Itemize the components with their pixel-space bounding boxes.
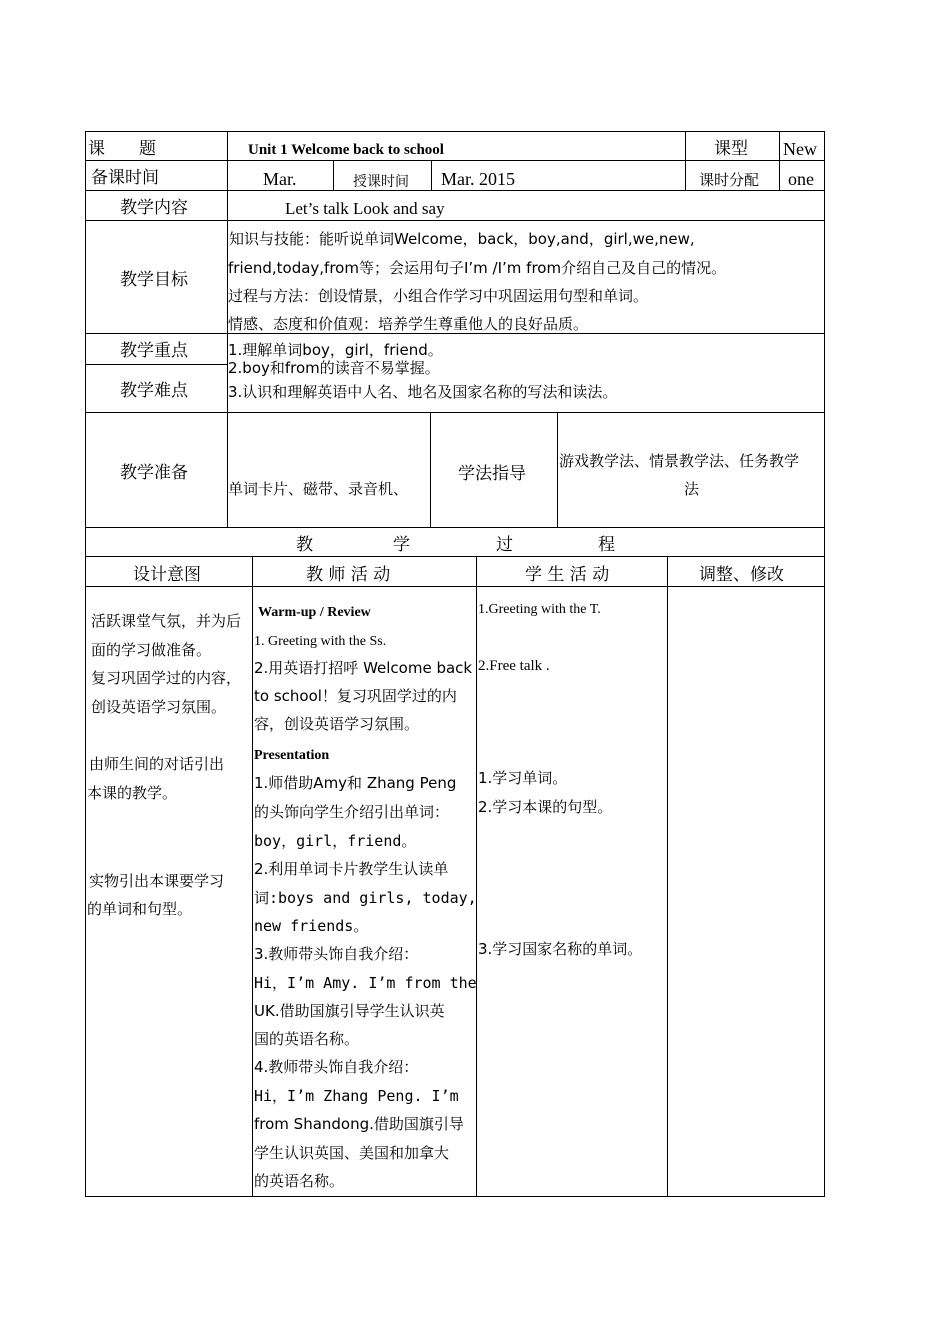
student-item: 2.学习本课的句型。 <box>478 798 613 816</box>
design-line: 活跃课堂气氛，并为后 <box>91 612 242 630</box>
column-student: 学 生 活 动 <box>525 565 610 585</box>
warmup-item: 2.用英语打招呼 Welcome back <box>254 659 473 677</box>
method-label: 学法指导 <box>458 464 526 484</box>
teacher-line: 国的英语名称。 <box>254 1030 360 1048</box>
warmup-title: Warm-up / Review <box>258 605 371 620</box>
difficulties-label: 教学难点 <box>120 381 188 401</box>
goals-label: 教学目标 <box>120 270 188 290</box>
teacher-line: Hi，I’m Zhang Peng. I’m <box>254 1087 459 1105</box>
goals-line: 过程与方法：创设情景，小组合作学习中巩固运用句型和单词。 <box>228 287 649 305</box>
goals-line: 情感、态度和价值观：培养学生尊重他人的良好品质。 <box>228 315 589 333</box>
teacher-line: 的头饰向学生介绍引出单词： <box>254 803 450 821</box>
process-heading-char: 程 <box>598 535 615 555</box>
student-item: 1.Greeting with the T. <box>478 602 601 617</box>
design-line: 由师生间的对话引出 <box>89 755 225 773</box>
content-label: 教学内容 <box>120 198 188 218</box>
teacher-line: 词:boys and girls, today, <box>254 889 477 907</box>
student-item: 1.学习单词。 <box>478 769 568 787</box>
process-heading-char: 学 <box>393 535 410 555</box>
teacher-line: from Shandong.借助国旗引导 <box>254 1115 464 1133</box>
topic-value: Unit 1 Welcome back to school <box>248 142 444 158</box>
teacher-line: 4.教师带头饰自我介绍： <box>254 1058 419 1076</box>
column-design: 设计意图 <box>133 565 201 585</box>
topic-label: 课 题 <box>88 139 156 159</box>
goals-line: friend,today,from等；会运用句子I’m /I’m from介绍自己及自己的情况。 <box>228 259 727 277</box>
teacher-line: UK.借助国旗引导学生认识英 <box>254 1002 445 1020</box>
lesson-type-value: New <box>783 139 817 159</box>
design-line: 本课的教学。 <box>87 784 178 802</box>
column-adjust: 调整、修改 <box>699 565 784 585</box>
warmup-item: 1. Greeting with the Ss. <box>254 634 387 649</box>
prep-time-value: Mar. <box>263 169 297 189</box>
teacher-line: 3.教师带头饰自我介绍： <box>254 945 419 963</box>
process-heading-char: 教 <box>296 535 313 555</box>
lesson-type-label: 课型 <box>714 139 748 159</box>
process-heading-char: 过 <box>496 535 513 555</box>
prep-time-label: 备课时间 <box>91 168 159 188</box>
method-line-2: 法 <box>684 480 700 498</box>
teacher-line: boy，girl，friend。 <box>254 832 417 850</box>
content-value: Let’s talk Look and say <box>285 199 445 218</box>
warmup-item: to school！复习巩固学过的内 <box>254 687 457 705</box>
teacher-line: new friends。 <box>254 917 369 935</box>
key-point-2: 2.boy和from的读音不易掌握。 <box>228 359 440 377</box>
student-item: 2.Free talk . <box>478 658 550 674</box>
teacher-line: 1.师借助Amy和 Zhang Peng <box>254 774 457 792</box>
prep-value: 单词卡片、磁带、录音机、 <box>228 480 409 498</box>
prep-label: 教学准备 <box>120 463 188 483</box>
teacher-line: 2.利用单词卡片教学生认读单 <box>254 860 449 878</box>
key-point-1: 1.理解单词boy，girl，friend。 <box>228 341 443 359</box>
design-line: 面的学习做准备。 <box>91 641 212 659</box>
design-line: 创设英语学习氛围。 <box>91 698 227 716</box>
method-line-1: 游戏教学法、情景教学法、任务教学 <box>559 452 800 470</box>
student-item: 3.学习国家名称的单词。 <box>478 940 643 958</box>
goals-line: 知识与技能：能听说单词Welcome，back，boy,and，girl,we,new, <box>229 230 695 248</box>
design-line: 的单词和句型。 <box>87 900 193 918</box>
teacher-line: 学生认识英国、美国和加拿大 <box>254 1144 450 1162</box>
teacher-line: Hi，I’m Amy. I’m from the <box>254 974 477 992</box>
column-teacher: 教 师 活 动 <box>306 565 391 585</box>
period-value: one <box>788 169 814 189</box>
difficulty-line: 3.认识和理解英语中人名、地名及国家名称的写法和读法。 <box>228 383 618 401</box>
key-points-label: 教学重点 <box>120 341 188 361</box>
design-line: 实物引出本课要学习 <box>89 872 225 890</box>
warmup-item: 容，创设英语学习氛围。 <box>254 715 420 733</box>
teacher-line: 的英语名称。 <box>254 1172 345 1190</box>
teach-time-label: 授课时间 <box>353 174 409 190</box>
period-label: 课时分配 <box>699 171 760 189</box>
design-line: 复习巩固学过的内容， <box>91 669 242 687</box>
presentation-title: Presentation <box>254 748 330 763</box>
teach-time-value: Mar. 2015 <box>441 169 515 189</box>
